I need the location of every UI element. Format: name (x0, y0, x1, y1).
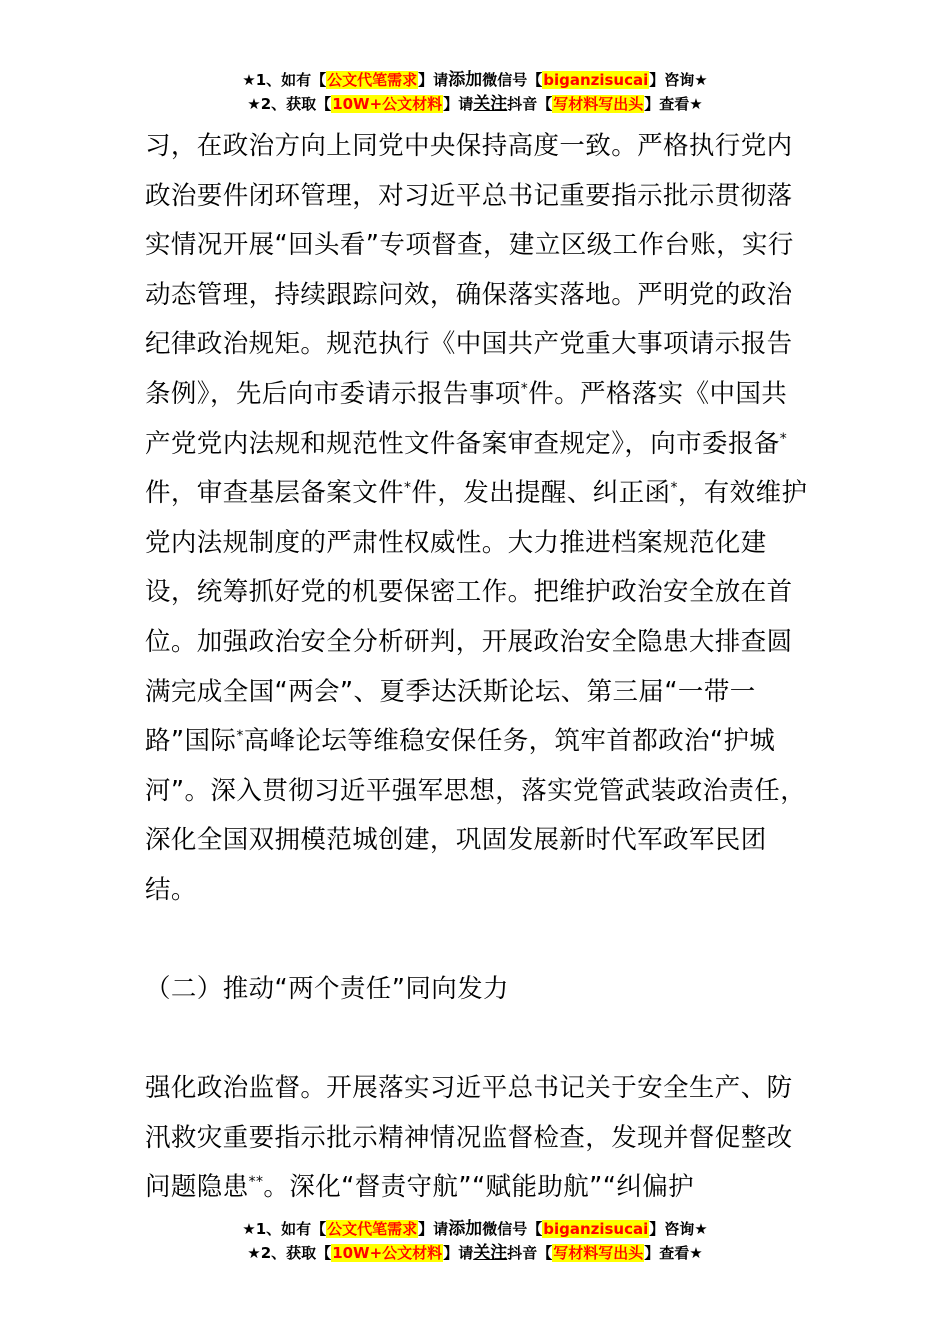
banner-highlight: 公文代笔需求 (327, 71, 418, 89)
footer-banner (0, 1217, 950, 1265)
banner-highlight: 公文代笔需求 (327, 1220, 418, 1238)
header-banner (0, 68, 950, 116)
body-paragraph-2: 强化政治监督。开展落实习近平总书记关于安全生产、防汛救灾重要指示批示精神情况监督检查，发现并督促整改问题隐患**。深化“督责守航”“赋能助航”“纠偏护 (145, 1073, 793, 1203)
banner-line-2: ★2、获取【10W+公文材料】请关注抖音【写材料写出头】查看★ (247, 94, 703, 114)
section-heading: （二）推动“两个责任”同向发力 (145, 974, 509, 1005)
banner-highlight: 10W+公文材料 (332, 1244, 443, 1262)
banner-line-1: ★1、如有【公文代笔需求】请添加微信号【biganzisucai】咨询★ (242, 70, 708, 90)
banner-douyin-id: 写材料写出头 (553, 1244, 644, 1262)
banner-wechat-id: biganzisucai (543, 1220, 649, 1238)
banner-line-1: ★1、如有【公文代笔需求】请添加微信号【biganzisucai】咨询★ (242, 1219, 708, 1239)
banner-highlight: 10W+公文材料 (332, 95, 443, 113)
banner-line-2: ★2、获取【10W+公文材料】请关注抖音【写材料写出头】查看★ (247, 1243, 703, 1263)
banner-douyin-id: 写材料写出头 (553, 95, 644, 113)
body-paragraph-1: 习，在政治方向上同党中央保持高度一致。严格执行党内政治要件闭环管理，对习近平总书记重要指示批示贯彻落实情况开展“回头看”专项督查，建立区级工作台账，实行动态管理，持续跟踪问效，确保落实落地。严明党的政治纪律政治规矩。规范执行《中国共产党重大事项请示报告条例》，先后向市委请示报告事项*件。严格落实《中国共产党党内法规和规范性文件备案审查规定》，向市委报备*件，审查基层备案文件*件，发出提醒、纠正函*，有效维护党内法规制度的严肃性权威性。大力推进档案规范化建设，统筹抓好党的机要保密工作。把维护政治安全放在首位。加强政治安全分析研判，开展政治安全隐患大排查圆满完成全国“两会”、夏季达沃斯论坛、第三届“一带一路”国际*高峰论坛等维稳安保任务，筑牢首都政治“护城河”。深入贯彻习近平强军思想，落实党管武装政治责任，深化全国双拥模范城创建，巩固发展新时代军政军民团结。 (145, 131, 808, 905)
document-body (145, 122, 811, 1213)
banner-wechat-id: biganzisucai (543, 71, 649, 89)
